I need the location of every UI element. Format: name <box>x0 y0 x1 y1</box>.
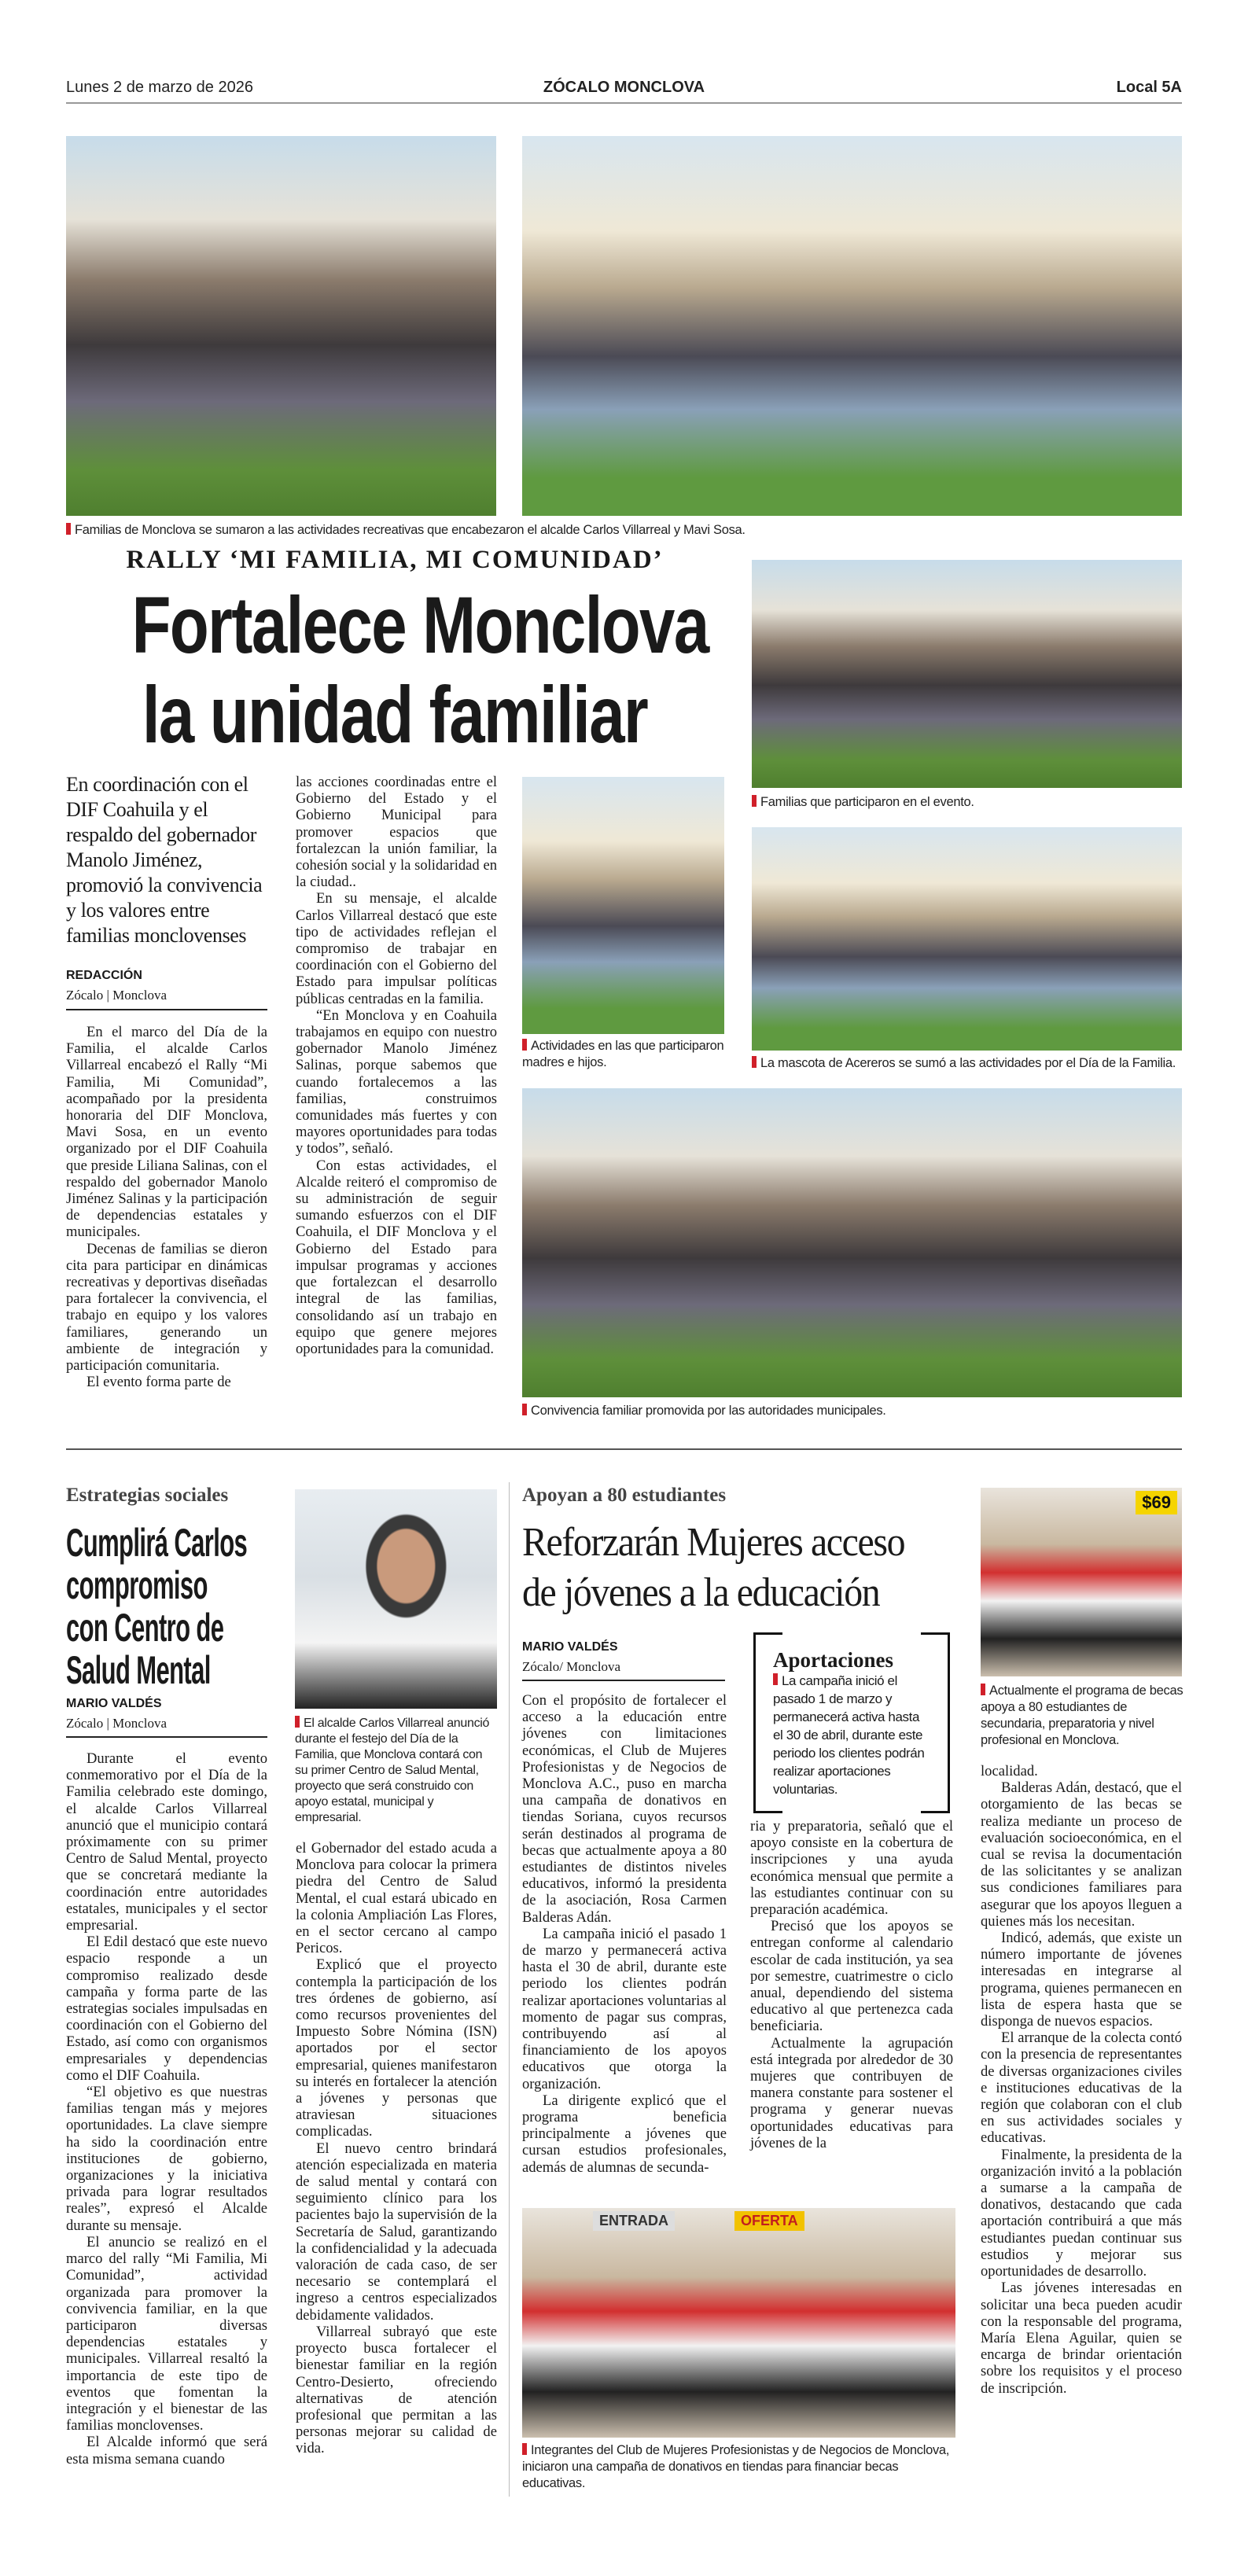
caption-text: Familias que participaron en el evento. <box>760 795 974 809</box>
byline-place: Zócalo | Monclova <box>66 1716 168 1731</box>
story-kicker: Estrategias sociales <box>66 1485 229 1506</box>
story-column-3 <box>981 1763 1182 2397</box>
story-headline <box>522 1518 963 1618</box>
byline-rule <box>522 1680 725 1681</box>
paragraph: Decenas de familias se dieron cita para participar en dinámicas recreativas y deportivas diseñadas para fortalecer la convivencia, el trabajo en equipo y los valores familiares, generando un ambiente de integración y participación comunitaria. <box>66 1240 267 1374</box>
paragraph: Durante el evento conmemorativo por el Día de la Familia celebrado este domingo, el alcalde Carlos Villarreal anunció que el municipio contará próximamente con su primer Centro de Salud Mental, proyecto que se concretará mediante la coordinación entre autoridades estatales, municipales y el sector empresarial. <box>66 1750 267 1934</box>
story-column-1 <box>66 1750 267 2467</box>
main-headline <box>66 580 723 760</box>
caption-text: Integrantes del Club de Mujeres Profesionistas y de Negocios de Monclova, iniciaron una campaña de donativos en tiendas para financiar becas educativas. <box>522 2443 950 2490</box>
column-divider <box>509 1482 510 2497</box>
paragraph: Actualmente la agrupación está integrada por alrededor de 30 mujeres que contribuyen de manera constante para sostener el programa y generar nuevas oportunidades educativas para jóvenes de la <box>750 2034 953 2151</box>
sidebar-text: La campaña inició el pasado 1 de marzo y permanecerá activa hasta el 30 de abril, durante este periodo los clientes podrán realizar aportaciones voluntarias. <box>773 1673 925 1797</box>
store-sign-entrance: ENTRADA <box>593 2211 675 2231</box>
story-kicker: RALLY ‘MI FAMILIA, MI COMUNIDAD’ <box>126 546 664 574</box>
photo-mascot <box>752 827 1182 1051</box>
caption-marker-icon <box>752 1056 757 1068</box>
header-rule <box>66 102 1182 104</box>
byline-author: MARIO VALDÉS <box>66 1697 162 1710</box>
story-deck: En coordinación con el DIF Coahuila y el respaldo del gobernador Manolo Jiménez, promovió la convivencia y los valores entre familias monclovenses <box>66 773 263 947</box>
paragraph: localidad. <box>981 1763 1038 1779</box>
photo-caption-mayor <box>295 1716 497 1826</box>
story-column-2 <box>296 774 497 1357</box>
bracket-corner <box>756 1811 782 1813</box>
photo-caption-activities <box>522 1038 728 1071</box>
photo-caption-top <box>66 522 852 539</box>
photo-crowd-with-mascots <box>522 136 1182 516</box>
byline-rule <box>66 1009 267 1010</box>
caption-marker-icon <box>66 523 71 535</box>
paragraph: La campaña inició el pasado 1 de marzo y permanecerá activa hasta el 30 de abril, durante este periodo los clientes podrán realizar aportaciones voluntarias al momento de pagar sus compras, contribuyendo así al financiamiento de los apoyos educativos que otorga la organización. <box>522 1925 727 2092</box>
paragraph: El arranque de la colecta contó con la presencia de representantes de diversas organizaciones civiles e instituciones educativas de la región que colaboran con el club en sus actividades sociales y educativas. <box>981 2030 1182 2147</box>
bracket-corner <box>921 1632 948 1635</box>
caption-marker-icon <box>522 1039 527 1051</box>
byline-author: REDACCIÓN <box>66 969 142 982</box>
sidebar-title: Aportaciones <box>773 1648 893 1672</box>
caption-text: Convivencia familiar promovida por las autoridades municipales. <box>531 1404 886 1418</box>
paragraph: Finalmente, la presidenta de la organización invitó a la población a sumarse a la campaña de donativos, destacando que cada aportación contribuirá a que más estudiantes puedan continuar sus estudios y mejorar sus oportunidades de desarrollo. <box>981 2146 1182 2280</box>
paragraph: En su mensaje, el alcalde Carlos Villarreal destacó que este tipo de actividades reflejan el compromiso de trabajar en coordinación con el Gobierno del Estado para impulsar políticas públicas centradas en la familia. <box>296 890 497 1007</box>
bracket-corner <box>756 1632 782 1635</box>
photo-club-leaders <box>981 1488 1182 1676</box>
story-kicker: Apoyan a 80 estudiantes <box>522 1485 727 1506</box>
photo-caption-mascot <box>752 1055 1192 1072</box>
headline-line: Salud Mental <box>66 1648 211 1692</box>
story-column-1 <box>66 1024 267 1390</box>
photo-caption-convivencia <box>522 1403 1182 1419</box>
paragraph: El nuevo centro brindará atención especializada en materia de salud mental y contará con seguimiento clínico para los pacientes bajo la supervisión de la Secretaría de Salud, garantizando la confidencialidad y la adecuada valoración de cada caso, de ser necesario se contemplará el ingreso a centros especializados debidamente validados. <box>296 2140 497 2324</box>
byline-place: Zócalo | Monclova <box>66 988 168 1003</box>
photo-mayor-interview <box>295 1489 497 1709</box>
paragraph: El Edil destacó que este nuevo espacio responde a un compromiso realizado desde campaña y forma parte de las estrategias sociales impulsadas en coordinación con el Gobierno del Estado, así como con organismos empresariales y dependencias como el DIF Coahuila. <box>66 1934 267 2084</box>
photo-caption-leaders <box>981 1683 1184 1749</box>
paragraph: La dirigente explicó que el programa beneficia principalmente a jóvenes que cursan estudios profesionales, además de alumnas de secunda- <box>522 2092 727 2176</box>
section-page: Local 5A <box>1116 79 1182 96</box>
paragraph: el Gobernador del estado acuda a Monclova para colocar la primera piedra del Centro de Salud Mental, el cual estará ubicado en la colonia Ampliación Las Flores, en el sector cercano al campo Pericos. <box>296 1840 497 1957</box>
paragraph: Villarreal subrayó que este proyecto busca fortalecer el bienestar familiar en la región Centro-Desierto, ofreciendo alternativas de atención profesional que permitan a las personas mejorar su calidad de vida. <box>296 2323 497 2457</box>
byline <box>66 1697 272 1731</box>
byline-rule <box>66 1736 267 1738</box>
section-divider <box>66 1448 1182 1450</box>
photo-families-group <box>752 560 1182 788</box>
headline-line: la unidad familiar <box>142 670 648 760</box>
sidebar-box <box>753 1632 950 1813</box>
story-column-2 <box>296 1840 497 2457</box>
paragraph: Las jóvenes interesadas en solicitar una beca pueden acudir con la responsable del programa, María Elena Aguilar, quien se encarga de brindar orientación sobre los requisitos y el proceso de inscripción. <box>981 2280 1182 2397</box>
caption-marker-icon <box>522 2443 527 2455</box>
photo-mothers-children <box>522 777 724 1034</box>
caption-marker-icon <box>295 1716 300 1728</box>
paragraph: las acciones coordinadas entre el Gobierno del Estado y el Gobierno Municipal para promover espacios que fortalezcan la unión familiar, la cohesión social y la solidaridad en la ciudad.. <box>296 774 497 891</box>
paragraph: Balderas Adán, destacó, que el otorgamiento de las becas se realiza mediante un proceso de evaluación socioeconómica, en el cual se revisa la documentación de las solicitantes y se analizan sus condiciones familiares para asegurar que los apoyos lleguen a quienes más los necesitan. <box>981 1779 1182 1930</box>
headline-line: compromiso <box>66 1563 208 1607</box>
paragraph: El anuncio se realizó en el marco del rally “Mi Familia, Mi Comunidad”, actividad organizada para promover la convivencia familiar, en la que participaron diversas dependencias estatales y municipales. Villarreal resaltó la importancia de este tipo de eventos que fomentan la integración y el bienestar de las familias monclovenses. <box>66 2233 267 2434</box>
sidebar-body <box>773 1672 930 1798</box>
paragraph: Con estas actividades, el Alcalde reiteró el compromiso de su administración de seguir sumando esfuerzos con el DIF Coahuila, el DIF Monclova y el Gobierno del Estado para impulsar programas y acciones que fortalezcan el desarrollo integral de las familias, consolidando así un trabajo en equipo que genere mejores oportunidades para la comunidad. <box>296 1157 497 1357</box>
paragraph: Indicó, además, que existe un número importante de jóvenes interesadas en integrarse al programa, quienes permanecen en lista de espera hasta que se disponga de nuevos espacios. <box>981 1930 1182 2030</box>
bracket-corner <box>921 1811 948 1813</box>
headline-line: Reforzarán Mujeres acceso <box>522 1520 905 1565</box>
photo-officials-with-families <box>66 136 496 516</box>
store-sign-offer: OFERTA <box>734 2211 804 2231</box>
caption-text: Actualmente el programa de becas apoya a 80 estudiantes de secundaria, preparatoria y nivel profesional en Monclova. <box>981 1684 1184 1747</box>
newspaper-name: ZÓCALO MONCLOVA <box>543 79 705 96</box>
paragraph: Con el propósito de fortalecer el acceso a la educación entre jóvenes con limitaciones económicas, el Club de Mujeres Profesionistas y de Negocios de Monclova A.C., puso en marcha una campaña de donativos en tiendas Soriana, cuyos recursos serán destinados al programa de becas que actualmente apoya a 80 estudiantes de distintos niveles educativos, informó la presidenta de la asociación, Rosa Carmen Balderas Adán. <box>522 1692 727 1926</box>
story-column-1 <box>522 1692 727 2176</box>
paragraph: ria y preparatoria, señaló que el apoyo consiste en la cobertura de inscripciones y una ayuda económica mensual que permite a las estudiantes continuar con su preparación académica. <box>750 1818 953 1919</box>
byline-author: MARIO VALDÉS <box>522 1640 618 1654</box>
sidebar-marker-icon <box>773 1673 778 1685</box>
story-headline <box>66 1522 272 1691</box>
store-price-sign: $69 <box>1136 1491 1177 1514</box>
photo-caption-families <box>752 794 1182 811</box>
caption-text: La mascota de Acereros se sumó a las actividades por el Día de la Familia. <box>760 1056 1176 1070</box>
byline <box>66 969 272 1003</box>
story-column-2 <box>750 1818 953 2151</box>
paragraph: El Alcalde informó que será esta misma semana cuando <box>66 2434 267 2467</box>
photo-caption-club <box>522 2442 955 2492</box>
paragraph: “En Monclova y en Coahuila trabajamos en equipo con nuestro gobernador Manolo Jiménez Salinas, porque sabemos que cuando fortalecemos a las familias, construimos comunidades más fuertes y con mayores oportunidades para todas y todos”, señaló. <box>296 1006 497 1157</box>
byline-place: Zócalo/ Monclova <box>522 1659 621 1674</box>
photo-club-members-store <box>522 2208 955 2438</box>
paragraph: Explicó que el proyecto contempla la participación de los tres órdenes de gobierno, así como recursos provenientes del Impuesto Sobre Nómina (ISN) aportados por el sector empresarial, quienes manifestaron su interés en fortalecer la atención a jóvenes y personas que atraviesan situaciones complicadas. <box>296 1956 497 2140</box>
headline-line: con Centro de <box>66 1606 224 1650</box>
issue-date: Lunes 2 de marzo de 2026 <box>66 79 253 96</box>
paragraph: “El objetivo es que nuestras familias tengan más y mejores oportunidades. La clave siempre ha sido la coordinación entre instituciones de gobierno, organizaciones y la iniciativa privada para lograr resultados reales”, expresó el Alcalde durante su mensaje. <box>66 2084 267 2234</box>
headline-line: de jóvenes a la educación <box>522 1570 880 1615</box>
caption-text: El alcalde Carlos Villarreal anunció durante el festejo del Día de la Familia, que Monclova contará con su primer Centro de Salud Mental, proyecto que será construido con apoyo estatal, municipal y empresarial. <box>295 1717 490 1824</box>
byline <box>522 1640 728 1675</box>
paragraph: Precisó que los apoyos se entregan conforme al calendario escolar de cada institución, ya sea por semestre, cuatrimestre o ciclo anual, dependiendo del sistema educativo al que pertenezca cada beneficiaria. <box>750 1918 953 2035</box>
caption-text: Familias de Monclova se sumaron a las actividades recreativas que encabezaron el alcalde Carlos Villarreal y Mavi Sosa. <box>75 523 745 537</box>
caption-marker-icon <box>981 1684 985 1695</box>
paragraph: En el marco del Día de la Familia, el alcalde Carlos Villarreal encabezó el Rally “Mi Familia, Mi Comunidad”, acompañado por la presidenta honoraria del DIF Monclova, Mavi Sosa, en un evento organizado por el DIF Coahuila que preside Liliana Salinas, con el respaldo del gobernador Manolo Jiménez Salinas y la participación de dependencias estatales y municipales. <box>66 1024 267 1241</box>
paragraph: El evento forma parte de <box>87 1374 231 1391</box>
caption-text: Actividades en las que participaron madres e hijos. <box>522 1039 724 1069</box>
headline-line: Fortalece Monclova <box>131 580 709 670</box>
caption-marker-icon <box>752 795 757 807</box>
photo-family-convivencia <box>522 1088 1182 1397</box>
caption-marker-icon <box>522 1404 527 1415</box>
headline-line: Cumplirá Carlos <box>66 1521 248 1565</box>
